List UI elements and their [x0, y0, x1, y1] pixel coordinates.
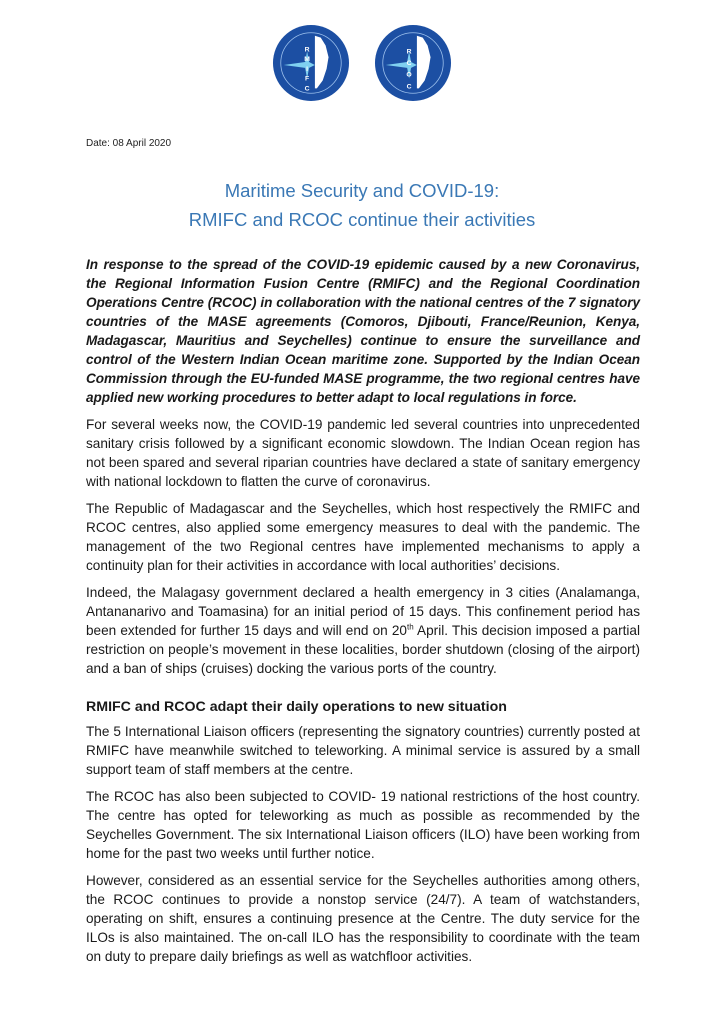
- body-paragraph: The Republic of Madagascar and the Seychelles, which host respectively the RMIFC and RCOC centres, also applied some emergency measures to deal with the pandemic. The management of the two Regional centres have implemented mechanisms to apply a continuity plan for their activities in accordance with local authorities’ decisions.: [86, 501, 640, 573]
- body-paragraph: [86, 583, 640, 678]
- document-date: Date: 08 April 2020: [86, 138, 172, 149]
- logo-letter: C: [304, 85, 310, 93]
- text-run: April. This decision imposed a partial restriction on people’s movement in these localities, border shutdown (closing of the airport) and a ban of ships (cruises) docking the various ports of the country.: [86, 623, 640, 676]
- lead-paragraph: In response to the spread of the COVID-19 epidemic caused by a new Coronavirus, the Regional Information Fusion Centre (RMIFC) and the Regional Coordination Operations Centre (RCOC) in collaboration with the national centres of the 7 signatory countries of the MASE agreements (Comoros, Djibouti, France/Reunion, Kenya, Madagascar, Mauritius and Seychelles) continue to ensure the surveillance and control of the Western Indian Ocean maritime zone. Supported by the Indian Ocean Commission through the EU-funded MASE programme, the two regional centres have applied new working procedures to better adapt to local regulations in force.: [86, 257, 640, 405]
- section-heading: RMIFC and RCOC adapt their daily operations to new situation: [86, 699, 507, 715]
- logo-row: [0, 24, 724, 104]
- logo-letter: I: [306, 65, 309, 73]
- logo-letter: M: [304, 56, 310, 64]
- rcoc-logo: [374, 24, 452, 102]
- logo-letter: C: [406, 83, 412, 91]
- text-run: Indeed, the Malagasy government declared a health emergency in 3 cities (Analamanga, Antananarivo and Toamasina) for an initial period of 15 days. This confinement period has been extended for further 15 days and will end on 20: [86, 585, 640, 638]
- rmifc-logo: [272, 24, 350, 102]
- body-paragraph: The 5 International Liaison officers (representing the signatory countries) currently posted at RMIFC have meanwhile switched to teleworking. A minimal service is assured by a small support team of staff members at the centre.: [86, 724, 640, 777]
- body-paragraph: The RCOC has also been subjected to COVID- 19 national restrictions of the host country. The centre has opted for teleworking as much as possible as recommended by the Seychelles Government. The six International Liaison officers (ILO) have been working from home for the past two weeks until further notice.: [86, 789, 640, 861]
- document-title: [0, 176, 724, 234]
- logo-letter: R: [406, 48, 412, 56]
- document-body: [86, 255, 640, 966]
- body-paragraph: For several weeks now, the COVID-19 pandemic led several countries into unprecedented sanitary crisis followed by a significant economic slowdown. The Indian Ocean region has not been spared and several riparian countries have declared a state of sanitary emergency with national lockdown to flatten the curve of coronavirus.: [86, 417, 640, 489]
- superscript: th: [407, 622, 414, 632]
- logo-letter: R: [304, 46, 310, 54]
- title-line-1: Maritime Security and COVID-19:: [224, 180, 500, 201]
- body-paragraph: However, considered as an essential service for the Seychelles authorities among others, the RCOC continues to provide a nonstop service (24/7). A team of watchstanders, operating on shift, ensures a continuing presence at the Centre. The duty service for the ILOs is also maintained. The on-call ILO has the responsibility to coordinate with the team on duty to prepare daily briefings as well as watchfloor activities.: [86, 873, 640, 964]
- title-line-2: RMIFC and RCOC continue their activities: [188, 209, 536, 230]
- logo-letter: C: [406, 59, 412, 67]
- logo-letter: O: [406, 71, 412, 79]
- logo-letter: F: [305, 75, 310, 83]
